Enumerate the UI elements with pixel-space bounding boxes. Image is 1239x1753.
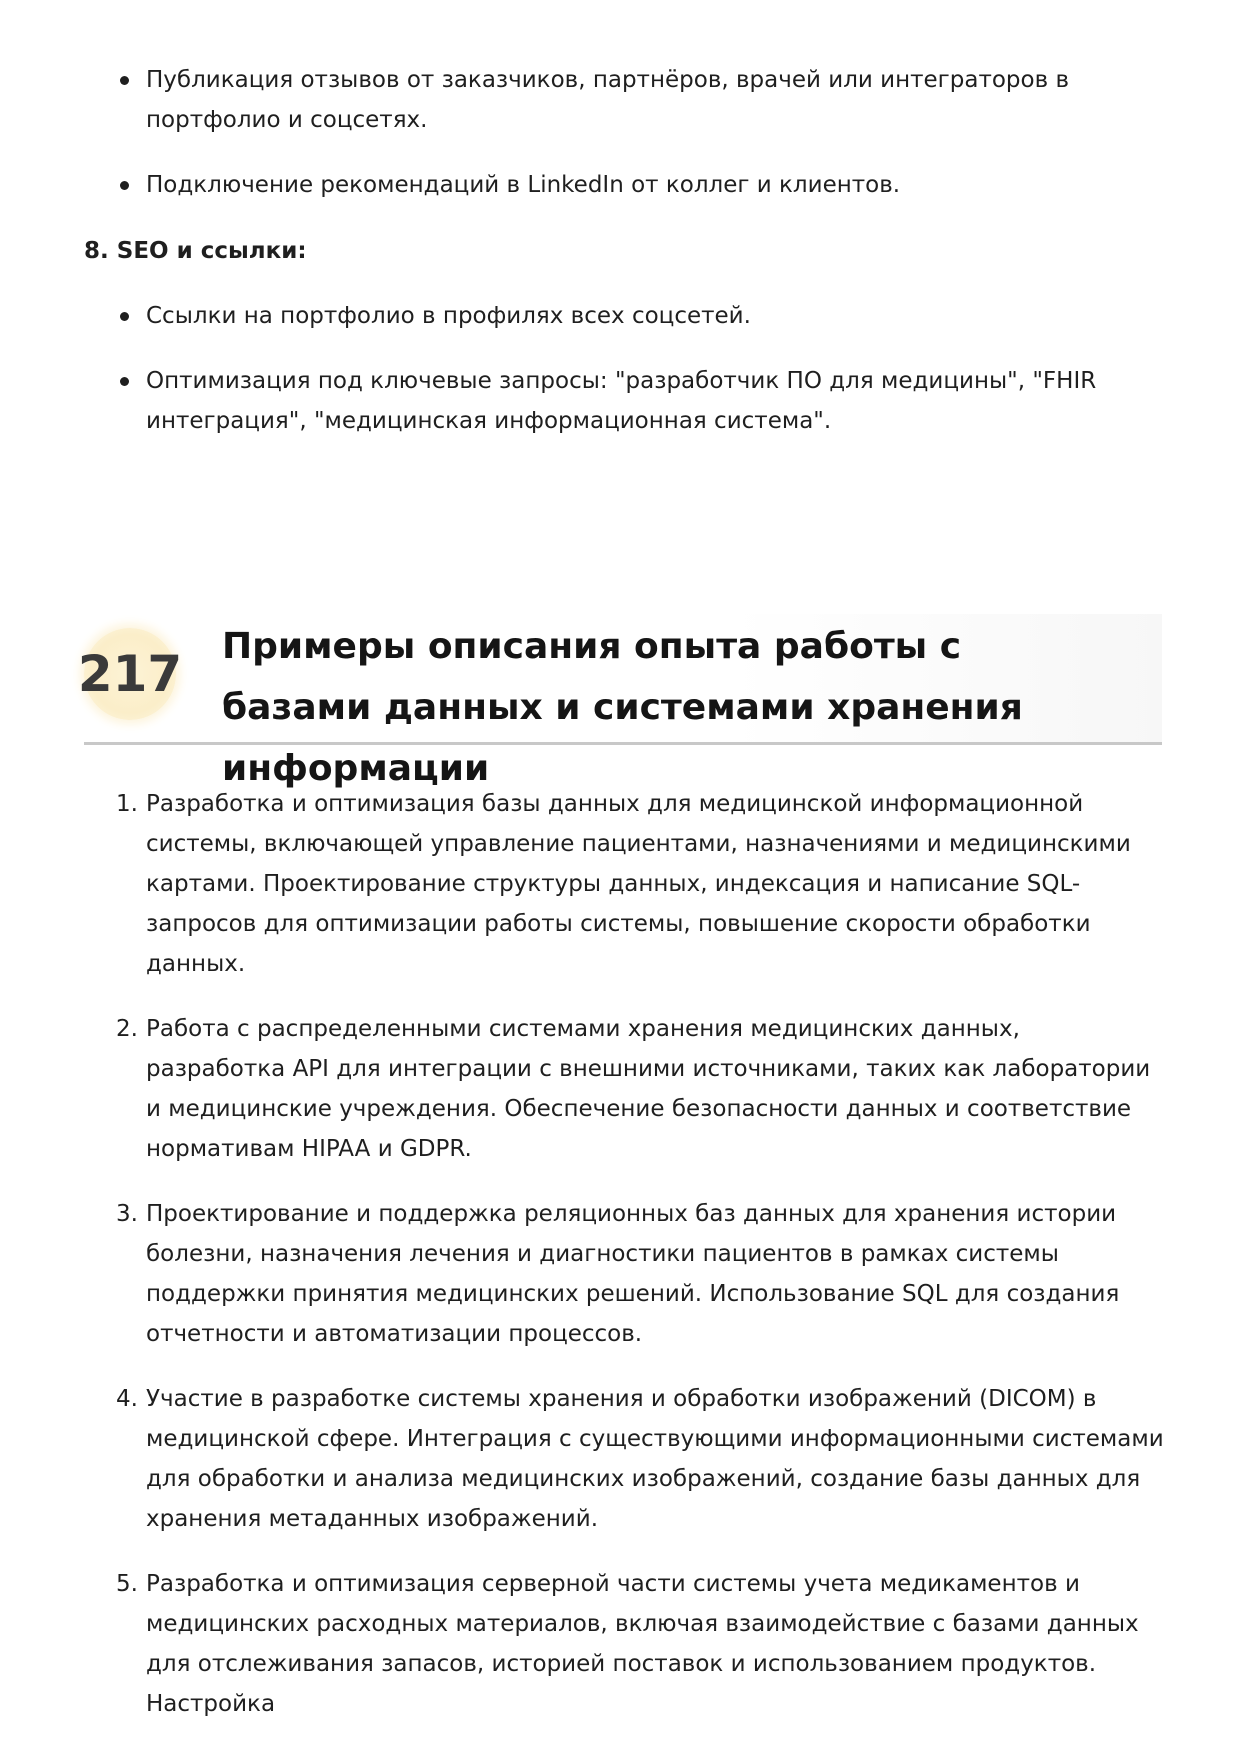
- item-text: Участие в разработке системы хранения и обработки изображений (DICOM) в медицинской сфере. Интеграция с существующими информационными системами для обработки и анализа медицинских изображений, создание базы данных для хранения метаданных изображений.: [146, 1386, 1164, 1532]
- list-item: Ссылки на портфолио в профилях всех соцсетей.: [84, 296, 1164, 336]
- list-item: [84, 784, 1164, 984]
- item-number: 1.: [116, 791, 138, 817]
- item-number: 5.: [116, 1571, 138, 1597]
- list-item: Подключение рекомендаций в LinkedIn от коллег и клиентов.: [84, 165, 1164, 205]
- section-number-badge: 217: [84, 628, 176, 720]
- list-item: Публикация отзывов от заказчиков, партнёров, врачей или интеграторов в портфолио и соцсетях.: [84, 60, 1164, 140]
- section-header: [77, 614, 1162, 789]
- list-item: [84, 1379, 1164, 1539]
- list-item: [84, 1009, 1164, 1169]
- section-title: Примеры описания опыта работы с базами данных и системами хранения информации: [222, 626, 1023, 789]
- list-item: [84, 1564, 1164, 1724]
- list-item: Оптимизация под ключевые запросы: "разработчик ПО для медицины", "FHIR интеграция", "медицинская информационная система".: [84, 361, 1164, 441]
- item-text: Разработка и оптимизация серверной части системы учета медикаментов и медицинских расходных материалов, включая взаимодействие с базами данных для отслеживания запасов, историей поставок и использованием продуктов. Настройка: [146, 1571, 1139, 1717]
- examples-numbered-list: [84, 784, 1164, 1749]
- item-number: 4.: [116, 1386, 138, 1412]
- seo-bullet-list: [84, 296, 1164, 466]
- item-text: Разработка и оптимизация базы данных для медицинской информационной системы, включающей управление пациентами, назначениями и медицинскими картами. Проектирование структуры данных, индексация и написание SQL-запросов для оптимизации работы системы, повышение скорости обработки данных.: [146, 791, 1131, 977]
- item-text: Проектирование и поддержка реляционных баз данных для хранения истории болезни, назначения лечения и диагностики пациентов в рамках системы поддержки принятия медицинских решений. Использование SQL для создания отчетности и автоматизации процессов.: [146, 1201, 1120, 1347]
- list-item: [84, 1194, 1164, 1354]
- item-text: Работа с распределенными системами хранения медицинских данных, разработка API для интеграции с внешними источниками, таких как лаборатории и медицинские учреждения. Обеспечение безопасности данных и соответствие нормативам HIPAA и GDPR.: [146, 1016, 1151, 1162]
- reviews-bullet-list: [84, 60, 1164, 230]
- seo-heading: 8. SEO и ссылки:: [84, 238, 307, 264]
- item-number: 2.: [116, 1016, 138, 1042]
- item-number: 3.: [116, 1201, 138, 1227]
